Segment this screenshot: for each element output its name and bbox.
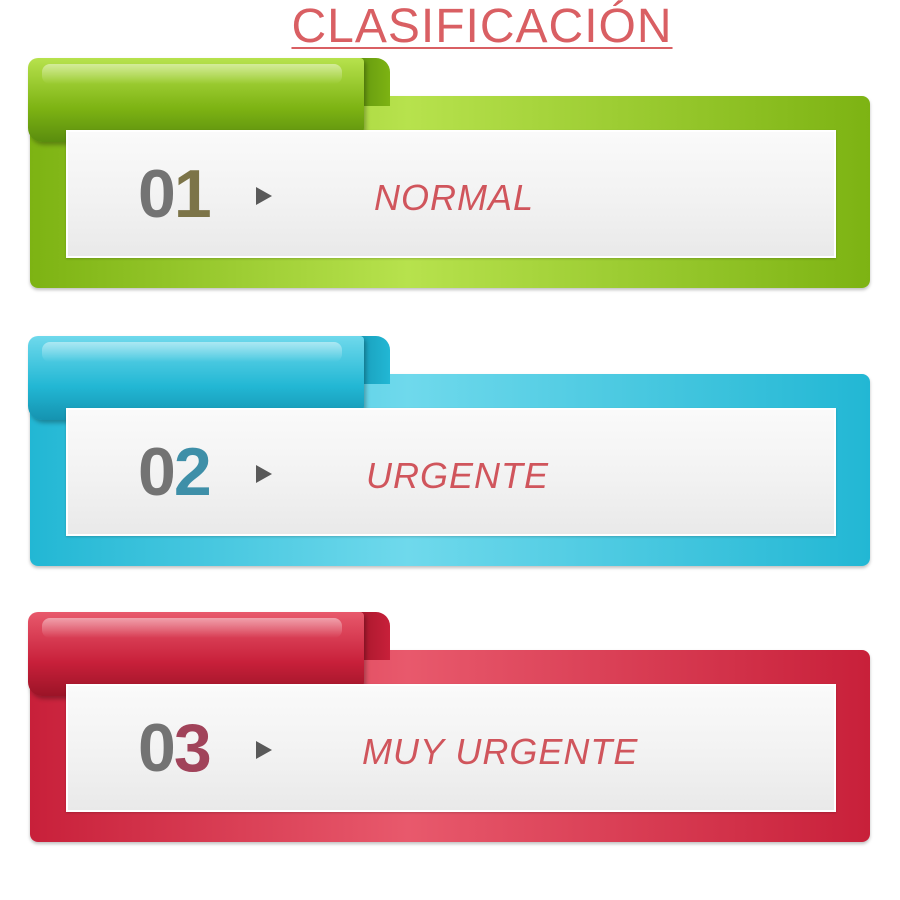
item-label-normal: NORMAL <box>374 177 535 218</box>
card-panel <box>66 684 836 812</box>
item-number-first-digit: 0 <box>138 710 174 786</box>
card-normal <box>28 58 871 290</box>
card-urgente <box>28 336 871 568</box>
item-number <box>138 154 210 234</box>
card-tab-shine <box>42 342 342 362</box>
play-arrow-icon <box>256 465 272 483</box>
item-number-second-digit: 3 <box>173 710 210 786</box>
page-title <box>32 0 900 52</box>
card-muy-urgente <box>28 612 871 844</box>
play-arrow-icon <box>256 187 272 205</box>
item-number <box>138 708 210 788</box>
card-panel <box>66 130 836 258</box>
item-number-second-digit: 1 <box>173 156 210 232</box>
item-number <box>138 432 210 512</box>
play-arrow-icon <box>256 741 272 759</box>
item-label-urgente: URGENTE <box>366 455 550 496</box>
item-number-first-digit: 0 <box>138 434 174 510</box>
item-number-second-digit: 2 <box>173 434 210 510</box>
item-number-first-digit: 0 <box>138 156 174 232</box>
page-title-text: CLASIFICACIÓN <box>291 0 673 53</box>
card-tab-shine <box>42 618 342 638</box>
card-tab-shine <box>42 64 342 84</box>
card-panel <box>66 408 836 536</box>
item-label-muy-urgente: MUY URGENTE <box>362 731 639 772</box>
